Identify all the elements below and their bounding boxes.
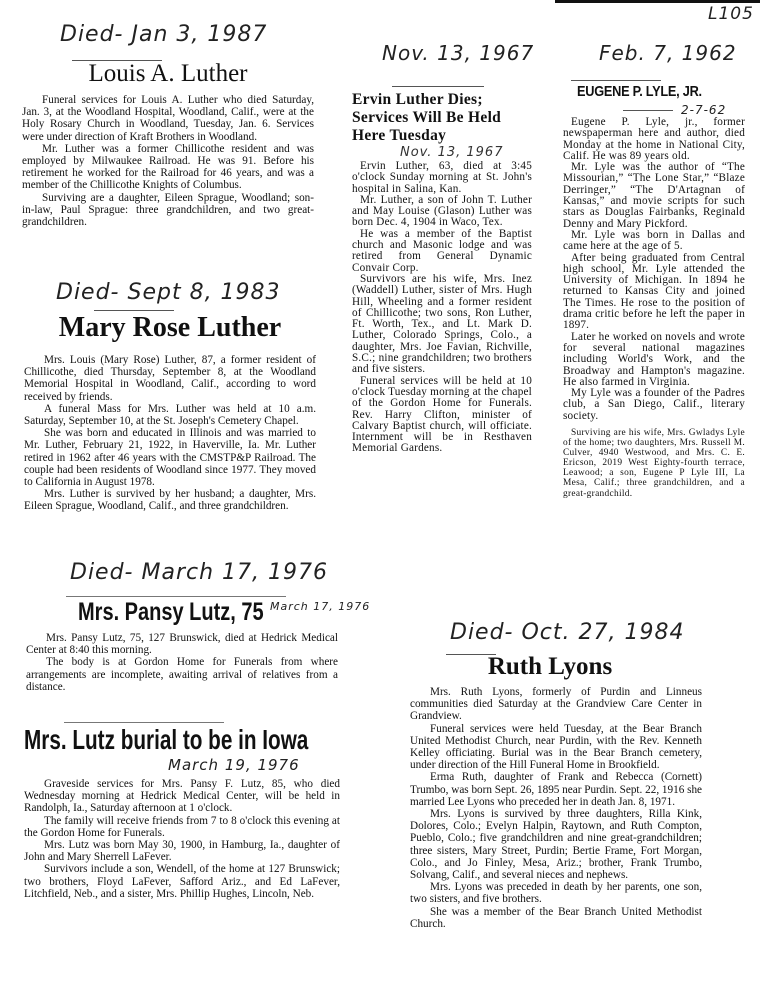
paragraph: She was born and educated in Illinois and was married to Mr. Luther, February 21, 1922, in Haverville, Ia. Mr. Luther retired in 1962 after 46 years with the CMSTP&P Railroad. The couple had been residents of Woodland since 1977. They moved to California in August 1978.	[24, 427, 316, 489]
paragraph: Surviving are his wife, Mrs. Gwladys Lyle of the home; two daughters, Mrs. Russell M. Culver, 4940 Westwood, and Mrs. C. E. Ericson, 2019 West Eighty-fourth terrace, Leawood; a son, Eugene P Lyle III, La Mesa, Calif.; three grandchildren, and a great-grandchild.	[563, 428, 745, 499]
paragraph: Graveside services for Mrs. Pansy F. Lutz, 85, who died Wednesday morning at Hedrick Medical Center, will be held in Randolph, Ia., Saturday afternoon at 1 o'clock.	[24, 778, 340, 815]
paragraph: Mrs. Luther is survived by her husband; a daughter, Mrs. Eileen Sprague, Woodland, Calif., and three grandchildren.	[24, 488, 316, 513]
paragraph: Mrs. Lyons is survived by three daughters, Rilla Kink, Dolores, Colo.; Evelyn Halpin, Raytown, and Ruth Compton, Pueblo, Colo.; five grandchildren and nine great-grandchildren; three sisters, Mary Street, Purdin; Bertie Frame, Fort Morgan, Colo., and Jo Finley, Mesa, Ariz.; brother, Frank Trumbo, Solvang, Calif., and several nieces and nephews.	[410, 808, 702, 882]
divider	[66, 596, 286, 597]
obituary-body	[24, 354, 316, 513]
divider	[623, 110, 673, 111]
divider	[64, 722, 224, 723]
handwritten-death-date: Died- Sept 8, 1983	[56, 280, 281, 305]
paragraph: Mr. Luther was a former Chillicothe resident and was employed by Milwaukee Railroad. He was 91. Before his retirement he worked for the Railroad for 46 years, and was a member of the Chillicothe Knights of Columbus.	[22, 142, 314, 192]
handwritten-note: Nov. 13, 1967	[400, 145, 504, 160]
scan-edge-bar	[555, 0, 760, 3]
paragraph: Ervin Luther, 63, died at 3:45 o'clock Sunday morning at St. John's hospital in Salina, Kan.	[352, 160, 532, 195]
obituary-headline: Mary Rose Luther	[58, 312, 282, 343]
paragraph: Survivors are his wife, Mrs. Inez (Waddell) Luther, sister of Mrs. Hugh Hill, Wheeling and a former resident of Chillicothe; two sons, Ron Luther, Ft. Worth, Tex., and Lt. Mark D. Luther, Colorado Springs, Colo., a daughter, Mrs. Joe Favian, Richville, S.C.; nine grandchildren; two brothers and five sisters.	[352, 272, 532, 376]
paragraph: Mrs. Louis (Mary Rose) Luther, 87, a former resident of Chillicothe, died Thursday, September 8, at the Woodland Memorial Hospital in Woodland, Calif., according to word received by friends.	[24, 354, 316, 403]
handwritten-note: 2-7-62	[681, 103, 727, 117]
paragraph: Survivors include a son, Wendell, of the home at 127 Brunswick; two brothers, Floyd LaFever, Safford Ariz., and Ed LaFever, Litchfield, Neb., and a sister, Mrs. Phillip Hughes, Lincoln, Neb.	[24, 863, 340, 900]
obituary-body	[563, 117, 745, 422]
paragraph: Funeral services will be held at 10 o'clock Tuesday morning at the chapel of the Gordon Home for Funerals. Rev. Harry Clifton, minister of Calvary Baptist church, will officiate. Internment will be in Resthaven Memorial Gardens.	[352, 374, 532, 455]
paragraph: The family will receive friends from 7 to 8 o'clock this evening at the Gordon Home for Funerals.	[24, 814, 340, 839]
obituary-headline: Louis A. Luther	[88, 60, 248, 87]
obituary-body	[410, 686, 702, 930]
divider	[94, 310, 174, 311]
page-code-note: L105	[708, 4, 754, 24]
paragraph: Mrs. Lutz was born May 30, 1900, in Hamburg, Ia., daughter of John and Mary Sherrell LaFever.	[24, 839, 340, 864]
paragraph: Mr. Lyle was the author of “The Missourian,” “The Lone Star,” “Blaze Derringer,” “The D'Artagnan of Kansas,” and movie scripts for such stars as Douglas Fairbanks, Reginald Denny and Mary Pickford.	[563, 161, 745, 230]
handwritten-death-date: Feb. 7, 1962	[599, 41, 737, 65]
paragraph: He was a member of the Baptist church and Masonic lodge and was retired from General Dynamic Convair Corp.	[352, 227, 532, 274]
paragraph: Mrs. Ruth Lyons, formerly of Purdin and Linneus communities died Saturday at the Grandview Care Center in Grandview.	[410, 686, 702, 723]
handwritten-death-date: Died- Oct. 27, 1984	[450, 620, 685, 645]
obituary-headline: Ervin Luther Dies; Services Will Be Held Here Tuesday	[352, 91, 502, 144]
paragraph: Mr. Lyle was born in Dallas and came here at the age of 5.	[563, 228, 745, 253]
paragraph: After being graduated from Central high school, Mr. Lyle attended the University of Michigan. In 1894 he returned to Kansas City and joined The Times. He rose to the position of drama critic before he left the paper in 1897.	[563, 251, 745, 332]
obituary-eugene-lyle	[563, 40, 745, 499]
paragraph: My Lyle was a founder of the Padres club, a San Diego, Calif., literary society.	[563, 387, 745, 422]
obituary-headline: Ruth Lyons	[487, 653, 613, 680]
obituary-headline: EUGENE P. LYLE, JR.	[577, 83, 702, 100]
paragraph: Mrs. Pansy Lutz, 75, 127 Brunswick, died at Hedrick Medical Center at 8:40 this morning.	[26, 632, 338, 657]
paragraph: Funeral services were held Tuesday, at the Bear Branch United Methodist Church, near Purdin, with the Rev. Kenneth Kelley officiating. Burial was in the Bear Branch cemetery, under direction of the Hill Funeral Home in Brookfield.	[410, 722, 702, 772]
paragraph: Later he worked on novels and wrote for several national magazines including World's Work, and the Broadway and Hampton's magazine. He also farmed in Virginia.	[563, 330, 745, 388]
obituary-headline: Mrs. Lutz burial to be in Iowa	[24, 724, 309, 755]
obituary-body	[352, 161, 532, 455]
paragraph: Funeral services for Louis A. Luther who died Saturday, Jan. 3, at the Woodland Hospital, Woodland, Calif., were at the Holy Rosary Church in Woodland, Tuesday, Jan. 6. Services were under direction of Kraft Brothers in Woodland.	[22, 94, 314, 143]
paragraph: The body is at Gordon Home for Funerals from where arrangements are incomplete, awaiting arrival of relatives from a distance.	[26, 656, 338, 693]
obituary-headline: Mrs. Pansy Lutz, 75	[78, 598, 264, 626]
obituary-survivors	[563, 428, 745, 499]
divider	[392, 86, 484, 87]
obituary-ervin-luther	[352, 40, 535, 455]
obituary-body	[26, 632, 338, 693]
obituary-body	[24, 778, 340, 900]
paragraph: A funeral Mass for Mrs. Luther was held at 10 a.m. Saturday, September 10, at the St. Joseph's Cemetery Chapel.	[24, 402, 316, 428]
handwritten-note: March 17, 1976	[270, 600, 371, 613]
divider	[571, 80, 661, 81]
paragraph: Mr. Luther, a son of John T. Luther and May Louise (Glason) Luther was born Dec. 4, 1904 in Waco, Tex.	[352, 193, 532, 229]
paragraph: Mrs. Lyons was preceded in death by her parents, one son, two sisters, and five brothers.	[410, 881, 702, 906]
handwritten-note: March 19, 1976	[168, 756, 300, 774]
handwritten-death-date: Died- Jan 3, 1987	[60, 22, 268, 47]
handwritten-death-date: Nov. 13, 1967	[382, 41, 535, 65]
paragraph: Erma Ruth, daughter of Frank and Rebecca (Cornett) Trumbo, was born Sept. 26, 1895 near Purdin. Sept. 22, 1916 she married Lee Lyons who preceded her in death Jan. 8, 1971.	[410, 771, 703, 808]
paragraph: She was a member of the Bear Branch United Methodist Church.	[410, 905, 702, 930]
handwritten-death-date: Died- March 17, 1976	[70, 560, 328, 585]
obituary-body	[22, 94, 314, 228]
paragraph: Eugene P. Lyle, jr., former newspaperman here and author, died Monday at the home in National City, Calif. He was 89 years old.	[563, 116, 745, 162]
paragraph: Surviving are a daughter, Eileen Sprague, Woodland; son-in-law, Paul Sprague: three grandchildren, and two great-grandchildren.	[22, 191, 314, 229]
